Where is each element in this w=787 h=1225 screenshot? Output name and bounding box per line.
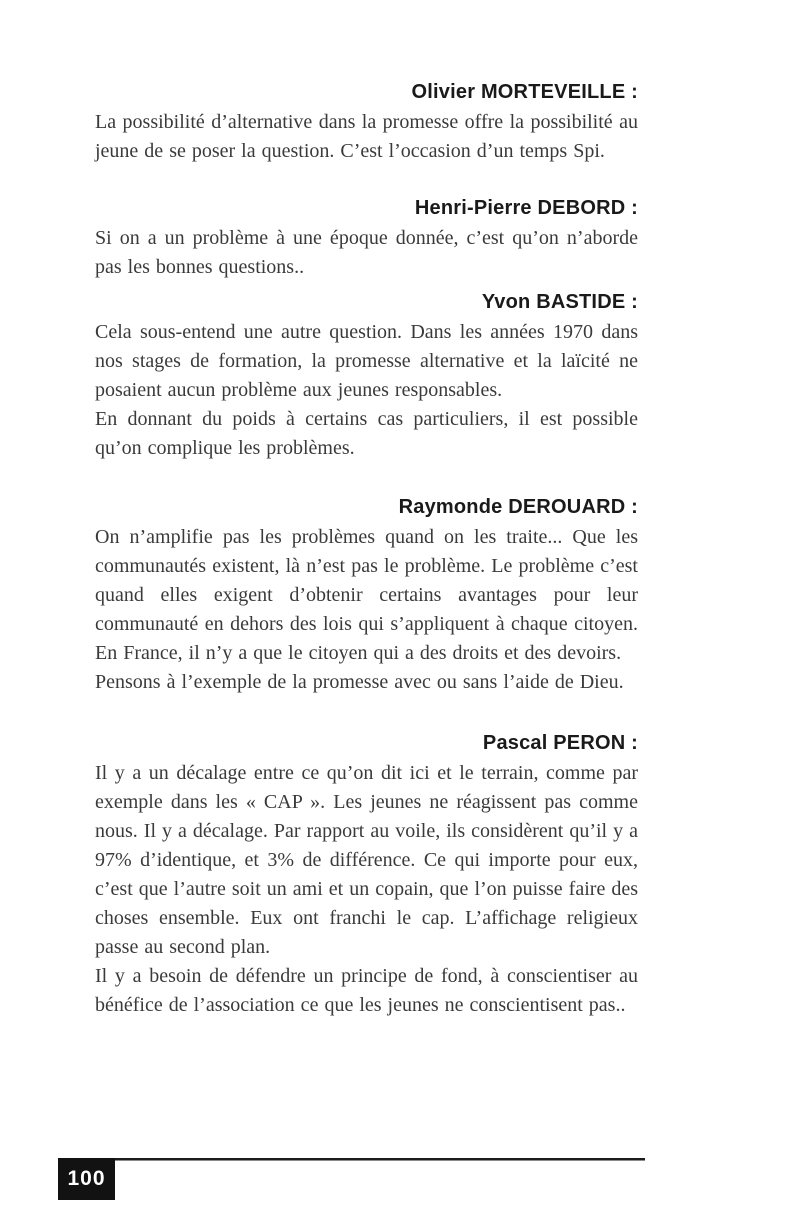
speech-section xyxy=(95,80,638,166)
page-number-badge xyxy=(58,1158,115,1200)
speech-section xyxy=(95,290,638,463)
speaker-name: Henri-Pierre DEBORD : xyxy=(414,197,638,219)
speech-section xyxy=(95,196,638,282)
page-number: 100 xyxy=(67,1167,106,1190)
speech-paragraph: On n’amplifie pas les problèmes quand on les traite... Que les communautés existent, là n’est pas le problème. Le problème c’est quand elles exigent d’obtenir certains avantages pour leur communauté en dehors des lois qui s’appliquent à chaque citoyen. En France, il n’y a que le citoyen qui a des droits et des devoirs. xyxy=(95,526,638,664)
speech-paragraph: Il y a besoin de défendre un principe de fond, à conscientiser au bénéfice de l’association ce que les jeunes ne conscientisent pas.. xyxy=(95,965,638,1016)
speech-section xyxy=(95,731,638,1020)
speech-paragraph: En donnant du poids à certains cas particuliers, il est possible qu’on complique les problèmes. xyxy=(95,408,638,459)
speaker-name: Pascal PERON : xyxy=(482,732,638,754)
transcript-content xyxy=(95,80,638,1020)
speech-paragraph: Si on a un problème à une époque donnée, c’est qu’on n’aborde pas les bonnes questions.. xyxy=(95,227,638,278)
speaker-name: Olivier MORTEVEILLE : xyxy=(411,81,638,103)
speech-paragraph: La possibilité d’alternative dans la promesse offre la possibilité au jeune de se poser la question. C’est l’occasion d’un temps Spi. xyxy=(95,111,638,162)
speech-paragraph: Pensons à l’exemple de la promesse avec ou sans l’aide de Dieu. xyxy=(95,671,624,693)
speaker-name: Yvon BASTIDE : xyxy=(481,291,638,313)
footer-rule xyxy=(58,1158,645,1161)
speaker-name: Raymonde DEROUARD : xyxy=(398,496,638,518)
speech-paragraph: Il y a un décalage entre ce qu’on dit ici et le terrain, comme par exemple dans les « CAP ». Les jeunes ne réagissent pas comme nous. Il y a décalage. Par rapport au voile, ils considèrent qu’il y a 97% d’identique, et 3% de différence. Ce qui importe pour eux, c’est que l’autre soit un ami et un copain, que l’on puisse faire des choses ensemble. Eux ont franchi le cap. L’affichage religieux passe au second plan. xyxy=(95,762,638,958)
speech-section xyxy=(95,495,638,697)
speech-paragraph: Cela sous-entend une autre question. Dans les années 1970 dans nos stages de formation, la promesse alternative et la laïcité ne posaient aucun problème aux jeunes responsables. xyxy=(95,321,638,401)
